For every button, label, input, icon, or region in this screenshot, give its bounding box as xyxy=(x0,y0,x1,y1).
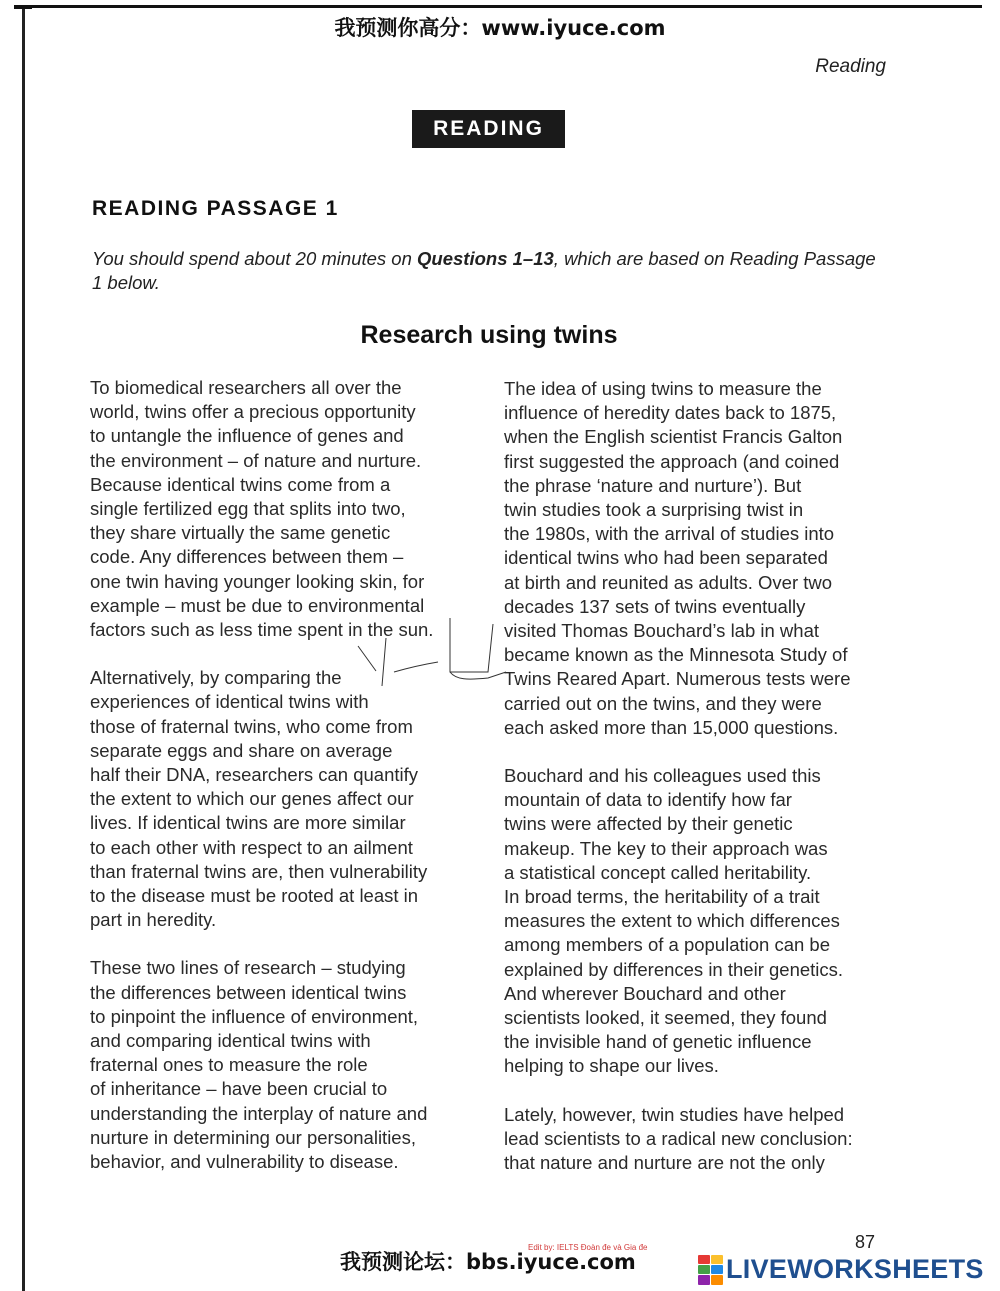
paragraph: Lately, however, twin studies have helped lead scientists to a radical new conclusion: that nature and nurture are not the only xyxy=(504,1103,853,1174)
running-head: Reading xyxy=(815,56,886,77)
page-number: 87 xyxy=(855,1232,876,1252)
page-border-left xyxy=(22,5,25,1291)
paragraph: These two lines of research – studying the differences between identical twins to pinpoint the influence of environment, and comparing identical twins with fraternal ones to measure the role of inheritance – have been crucial to understanding the interplay of nature and nurture in determining our personalities, behavior, and vulnerability to disease. xyxy=(90,957,428,1173)
passage-title: READING PASSAGE 1 xyxy=(92,197,339,220)
logo-square xyxy=(698,1265,710,1274)
left-column xyxy=(90,376,480,1198)
section-label: READING xyxy=(412,110,565,148)
brand-text: LIVEWORKSHEETS xyxy=(726,1253,984,1284)
logo-square xyxy=(698,1275,710,1285)
logo-square xyxy=(711,1265,723,1274)
liveworksheets-brand[interactable] xyxy=(698,1252,984,1286)
paragraph: The idea of using twins to measure the influence of heredity dates back to 1875, when the English scientist Francis Galton first suggested the approach (and coined the phrase ‘nature and nurture’). But twin studies took a surprising twist in the 1980s, with the arrival of studies into identical twins who had been separated at birth and reunited as adults. Over two decades 137 sets of twins eventually visited Thomas Bouchard’s lab in what became known as the Minnesota Study of Twins Reared Apart. Numerous tests were carried out on the twins, and they were each asked more than 15,000 questions. xyxy=(504,378,851,738)
logo-square xyxy=(711,1255,723,1264)
paragraph: Alternatively, by comparing the experiences of identical twins with those of fraternal twins, who come from separate eggs and share on average half their DNA, researchers can quantify the extent to which our genes affect our lives. If identical twins are more similar to each other with respect to an ailment than fraternal twins are, then vulnerability to the disease must be rooted at least in part in heredity. xyxy=(90,667,428,931)
pen-scribble-mark xyxy=(338,616,518,696)
logo-square xyxy=(698,1255,710,1264)
paragraph: Bouchard and his colleagues used this mountain of data to identify how far twins were affected by their genetic makeup. The key to their approach was a statistical concept called heritability. In broad terms, the heritability of a trait measures the extent to which differences among members of a population can be explained by differences in their genetics. And wherever Bouchard and other scientists looked, it seemed, they found the invisible hand of genetic influence helping to shape our lives. xyxy=(504,765,844,1077)
bottom-watermark-banner: 我预测论坛：bbs.iyuce.com xyxy=(340,1250,636,1274)
instructions xyxy=(92,247,882,295)
page-border-top xyxy=(22,5,982,8)
instructions-tail: , which are based on Reading Passage 1 below. xyxy=(92,248,876,293)
instructions-lead: You should spend about 20 minutes on xyxy=(92,248,418,269)
article-title: Research using twins xyxy=(360,321,618,349)
top-watermark-banner: 我预测你高分：www.iyuce.com xyxy=(334,16,666,40)
page-corner-mark xyxy=(14,5,32,9)
instructions-questions: Questions 1–13 xyxy=(417,248,554,269)
editor-credit: Edit by: IELTS Đoàn đe và Gia đe xyxy=(528,1243,648,1252)
paragraph: To biomedical researchers all over the world, twins offer a precious opportunity to untangle the influence of genes and the environment – of nature and nurture. Because identical twins come from a single fertilized egg that splits into two, they share virtually the same genetic code. Any differences between them – one twin having younger looking skin, for example – must be due to environmental factors such as less time spent in the sun. xyxy=(90,377,434,641)
right-column xyxy=(504,377,899,1199)
liveworksheets-logo-icon xyxy=(698,1255,722,1283)
logo-square xyxy=(711,1275,723,1285)
